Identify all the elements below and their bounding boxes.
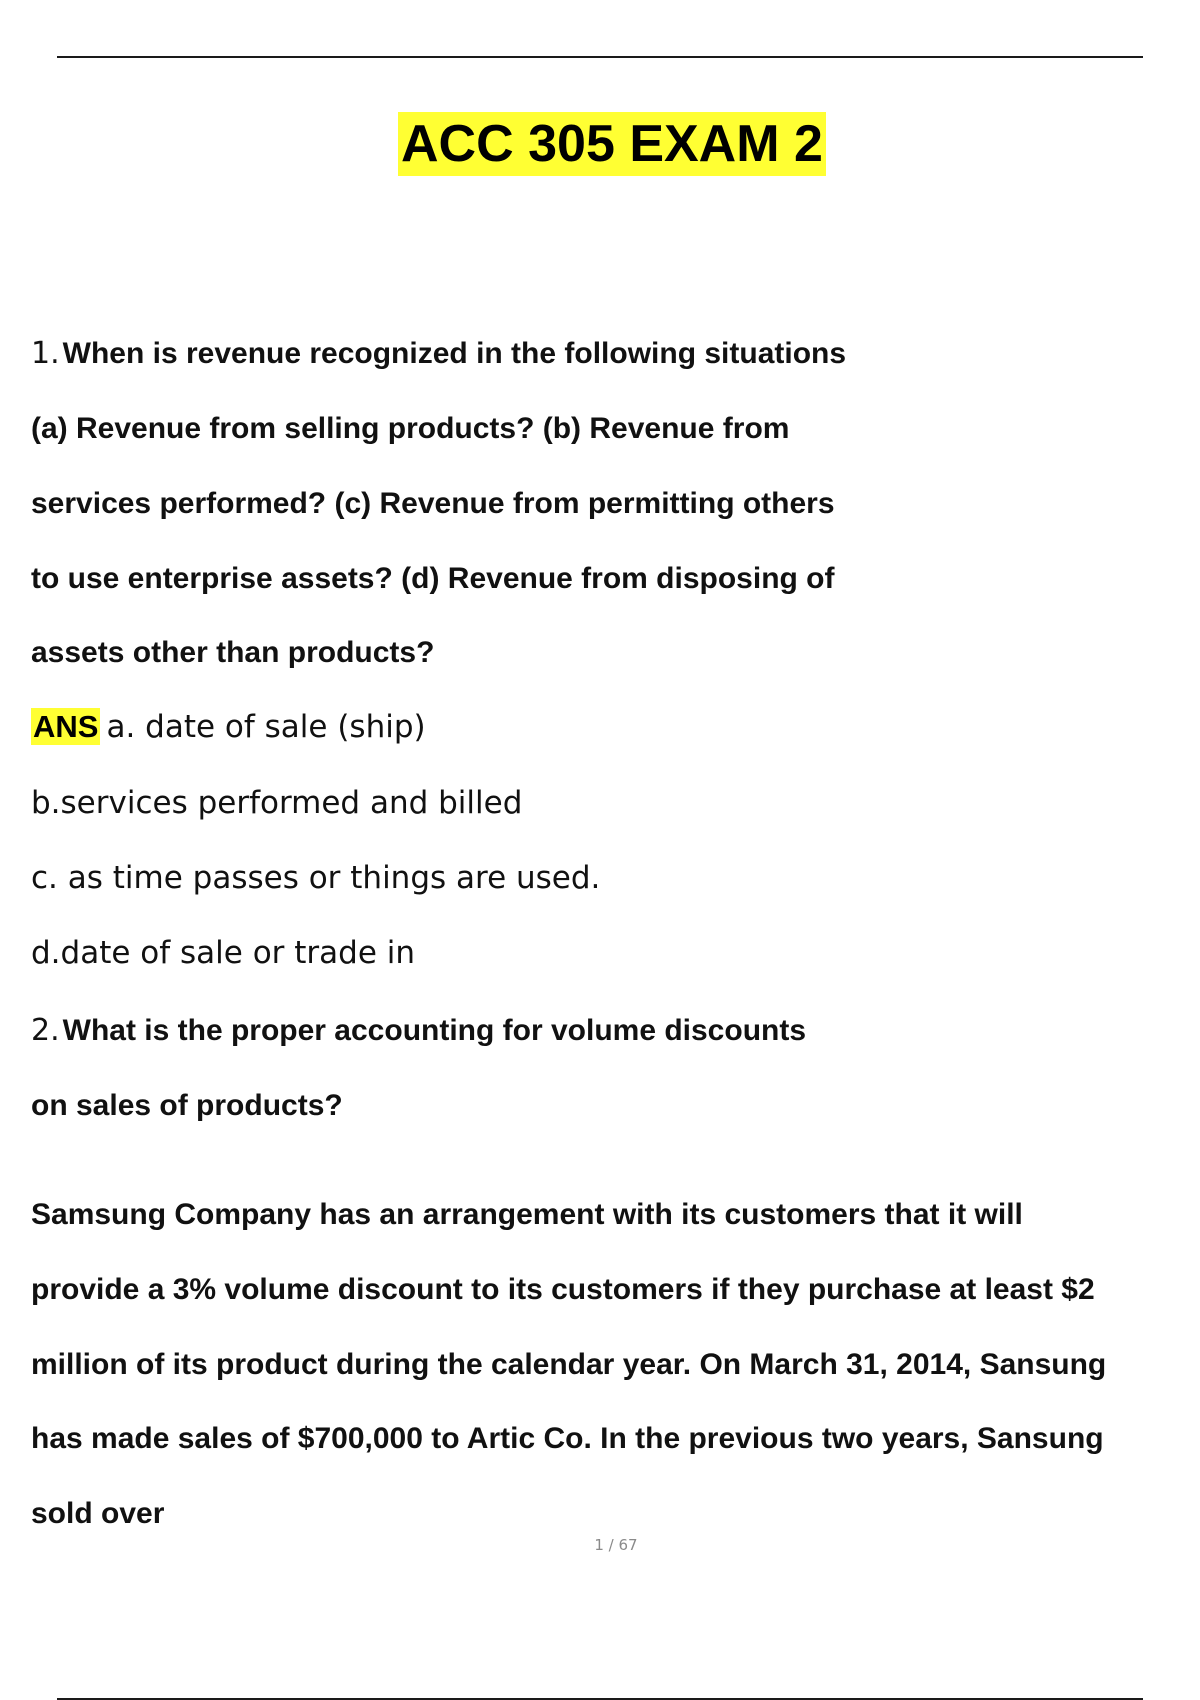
- q1-number: 1.: [31, 336, 60, 371]
- q1-line-1: [31, 334, 846, 374]
- q1-answer-line-c: c. as time passes or things are used.: [31, 860, 601, 896]
- q2-body-line-5: sold over: [31, 1497, 165, 1530]
- q2-number: 2.: [31, 1013, 60, 1048]
- q1-answer-line-a: [31, 707, 426, 748]
- q1-line-2: (a) Revenue from selling products? (b) Revenue from: [31, 412, 790, 445]
- q1-line-4: to use enterprise assets? (d) Revenue from disposing of: [31, 562, 835, 595]
- q1-answer-line-d: d.date of sale or trade in: [31, 935, 416, 971]
- answer-label-highlight: ANS: [33, 709, 99, 744]
- q1-answer-line-b: b.services performed and billed: [31, 785, 523, 821]
- q2-body-line-2: provide a 3% volume discount to its customers if they purchase at least $2: [31, 1273, 1095, 1306]
- page-number: 1 / 67: [594, 1536, 638, 1554]
- q2-line-2: on sales of products?: [31, 1089, 343, 1122]
- top-rule: [57, 56, 1143, 58]
- q2-line-1: [31, 1011, 806, 1051]
- q2-body-line-1: Samsung Company has an arrangement with its customers that it will: [31, 1198, 1023, 1231]
- q2-body-line-4: has made sales of $700,000 to Artic Co. In the previous two years, Sansung: [31, 1422, 1104, 1455]
- q1-line-5: assets other than products?: [31, 636, 435, 669]
- q1-text-line: When is revenue recognized in the following situations: [62, 337, 847, 370]
- answer-text: a. date of sale (ship): [106, 709, 426, 745]
- document-title: ACC 305 EXAM 2: [398, 112, 826, 176]
- q1-line-3: services performed? (c) Revenue from permitting others: [31, 487, 835, 520]
- q2-text-line: What is the proper accounting for volume discounts: [62, 1014, 807, 1047]
- q2-body-line-3: million of its product during the calendar year. On March 31, 2014, Sansung: [31, 1348, 1107, 1381]
